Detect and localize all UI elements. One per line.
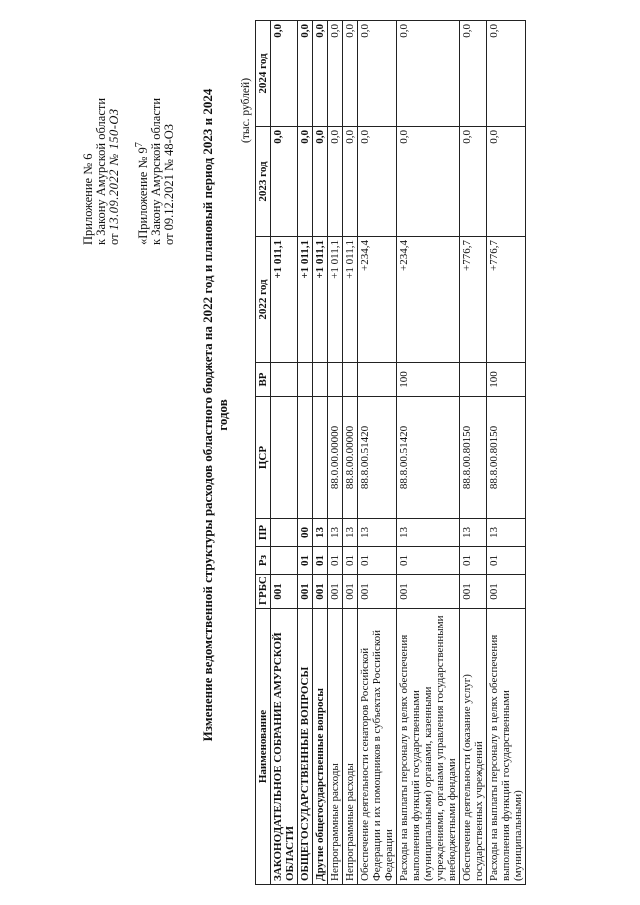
cell-pr: 13 <box>358 519 397 547</box>
cell-rz: 01 <box>397 547 460 575</box>
cell-rz: 01 <box>313 547 328 575</box>
cell-csr: 88.8.00.51420 <box>397 397 460 519</box>
cell-y2024: 0,0 <box>343 21 358 127</box>
cell-y2024: 0,0 <box>298 21 313 127</box>
cell-pr: 13 <box>460 519 487 547</box>
cell-grbs: 001 <box>397 575 460 609</box>
col-vr-header: ВР <box>256 363 271 397</box>
handwritten-date: 13.09.2022 № 150-ОЗ <box>107 108 121 231</box>
cell-pr: 13 <box>328 519 343 547</box>
col-2023-header: 2023 год <box>256 127 271 237</box>
table-row <box>397 21 460 885</box>
cell-vr <box>298 363 313 397</box>
appendix-header <box>82 15 176 245</box>
cell-pr: 13 <box>487 519 526 547</box>
original-appendix-text: «Приложение № 9 <box>136 147 151 245</box>
cell-csr <box>271 397 298 519</box>
cell-csr: 88.8.00.00000 <box>343 397 358 519</box>
cell-grbs: 001 <box>328 575 343 609</box>
cell-rz: 01 <box>487 547 526 575</box>
cell-grbs: 001 <box>298 575 313 609</box>
date-prefix: от <box>107 233 121 245</box>
cell-csr <box>313 397 328 519</box>
table-row <box>460 21 487 885</box>
table-header-row <box>256 21 271 885</box>
cell-vr <box>313 363 328 397</box>
table-row <box>271 21 298 885</box>
cell-name: ОБЩЕГОСУДАРСТВЕННЫЕ ВОПРОСЫ <box>298 609 313 885</box>
cell-pr: 13 <box>397 519 460 547</box>
cell-name: Непрограммные расходы <box>328 609 343 885</box>
appendix-law-ref: к Закону Амурской области <box>94 97 108 245</box>
col-name-header: Наименование <box>256 609 271 885</box>
cell-vr <box>271 363 298 397</box>
col-rz-header: Рз <box>256 547 271 575</box>
cell-y2023: 0,0 <box>487 127 526 237</box>
cell-rz: 01 <box>343 547 358 575</box>
col-grbs-header: ГРБС <box>256 575 271 609</box>
cell-csr: 88.8.00.80150 <box>487 397 526 519</box>
cell-y2024: 0,0 <box>487 21 526 127</box>
appendix-date-line <box>108 15 121 245</box>
cell-vr: 100 <box>397 363 460 397</box>
cell-y2022: +234,4 <box>358 237 397 363</box>
cell-pr: 13 <box>313 519 328 547</box>
col-pr-header: ПР <box>256 519 271 547</box>
cell-pr: 00 <box>298 519 313 547</box>
cell-csr: 88.8.00.80150 <box>460 397 487 519</box>
cell-vr <box>460 363 487 397</box>
table-row <box>298 21 313 885</box>
col-2024-header: 2024 год <box>256 21 271 127</box>
cell-name: Расходы на выплаты персоналу в целях обеспечения выполнения функций государственными (муниципальными) органами, казенными учреждениями, органами управления государственными внебюджетными фондами <box>397 609 460 885</box>
cell-y2024: 0,0 <box>397 21 460 127</box>
cell-y2022: +776,7 <box>460 237 487 363</box>
cell-vr <box>343 363 358 397</box>
cell-y2024: 0,0 <box>271 21 298 127</box>
original-law-date: от 09.12.2021 № 48-ОЗ <box>162 123 177 245</box>
cell-name: ЗАКОНОДАТЕЛЬНОЕ СОБРАНИЕ АМУРСКОЙ ОБЛАСТИ <box>271 609 298 885</box>
cell-y2022: +776,7 <box>487 237 526 363</box>
table-body <box>271 21 526 885</box>
cell-rz: 01 <box>328 547 343 575</box>
cell-rz <box>271 547 298 575</box>
table-row <box>313 21 328 885</box>
cell-name: Непрограммные расходы <box>343 609 358 885</box>
table-row <box>343 21 358 885</box>
cell-y2024: 0,0 <box>358 21 397 127</box>
cell-y2023: 0,0 <box>298 127 313 237</box>
cell-vr <box>328 363 343 397</box>
col-2022-header: 2022 год <box>256 237 271 363</box>
document-title: Изменение ведомственной структуры расходов областного бюджета на 2022 год и плановый период 2023 и 2024 годов <box>200 88 230 742</box>
cell-name: Обеспечение деятельности (оказание услуг) государственных учреждений <box>460 609 487 885</box>
cell-csr: 88.0.00.00000 <box>328 397 343 519</box>
original-law-ref: к Закону Амурской области <box>149 97 164 245</box>
cell-y2022: +234,4 <box>397 237 460 363</box>
col-csr-header: ЦСР <box>256 397 271 519</box>
cell-grbs: 001 <box>313 575 328 609</box>
cell-vr: 100 <box>487 363 526 397</box>
cell-y2024: 0,0 <box>313 21 328 127</box>
budget-table <box>255 20 526 885</box>
cell-y2023: 0,0 <box>313 127 328 237</box>
cell-rz: 01 <box>358 547 397 575</box>
cell-y2023: 0,0 <box>328 127 343 237</box>
original-appendix-number <box>133 15 150 245</box>
cell-y2022: +1 011,1 <box>298 237 313 363</box>
cell-y2023: 0,0 <box>343 127 358 237</box>
cell-y2023: 0,0 <box>271 127 298 237</box>
cell-grbs: 001 <box>358 575 397 609</box>
appendix-sup: 7 <box>134 142 145 148</box>
cell-name: Другие общегосударственные вопросы <box>313 609 328 885</box>
table-row <box>358 21 397 885</box>
cell-y2024: 0,0 <box>460 21 487 127</box>
cell-y2022: +1 011,1 <box>343 237 358 363</box>
table-row <box>328 21 343 885</box>
cell-y2023: 0,0 <box>460 127 487 237</box>
cell-y2023: 0,0 <box>358 127 397 237</box>
cell-vr <box>358 363 397 397</box>
cell-y2022: +1 011,1 <box>328 237 343 363</box>
cell-y2024: 0,0 <box>328 21 343 127</box>
cell-y2023: 0,0 <box>397 127 460 237</box>
cell-name: Расходы на выплаты персоналу в целях обеспечения выполнения функций государственными (муниципальными) <box>487 609 526 885</box>
cell-y2022: +1 011,1 <box>313 237 328 363</box>
cell-grbs: 001 <box>487 575 526 609</box>
cell-grbs: 001 <box>271 575 298 609</box>
cell-grbs: 001 <box>343 575 358 609</box>
cell-pr <box>271 519 298 547</box>
cell-pr: 13 <box>343 519 358 547</box>
cell-rz: 01 <box>460 547 487 575</box>
cell-grbs: 001 <box>460 575 487 609</box>
cell-y2022: +1 011,1 <box>271 237 298 363</box>
unit-label: (тыс. рублей) <box>240 77 252 143</box>
cell-rz: 01 <box>298 547 313 575</box>
cell-csr <box>298 397 313 519</box>
table-row <box>487 21 526 885</box>
appendix-number: Приложение № 6 <box>81 153 95 245</box>
cell-name: Обеспечение деятельности сенаторов Российской Федерации и их помощников в субъектах Российской Федерации <box>358 609 397 885</box>
cell-csr: 88.8.00.51420 <box>358 397 397 519</box>
